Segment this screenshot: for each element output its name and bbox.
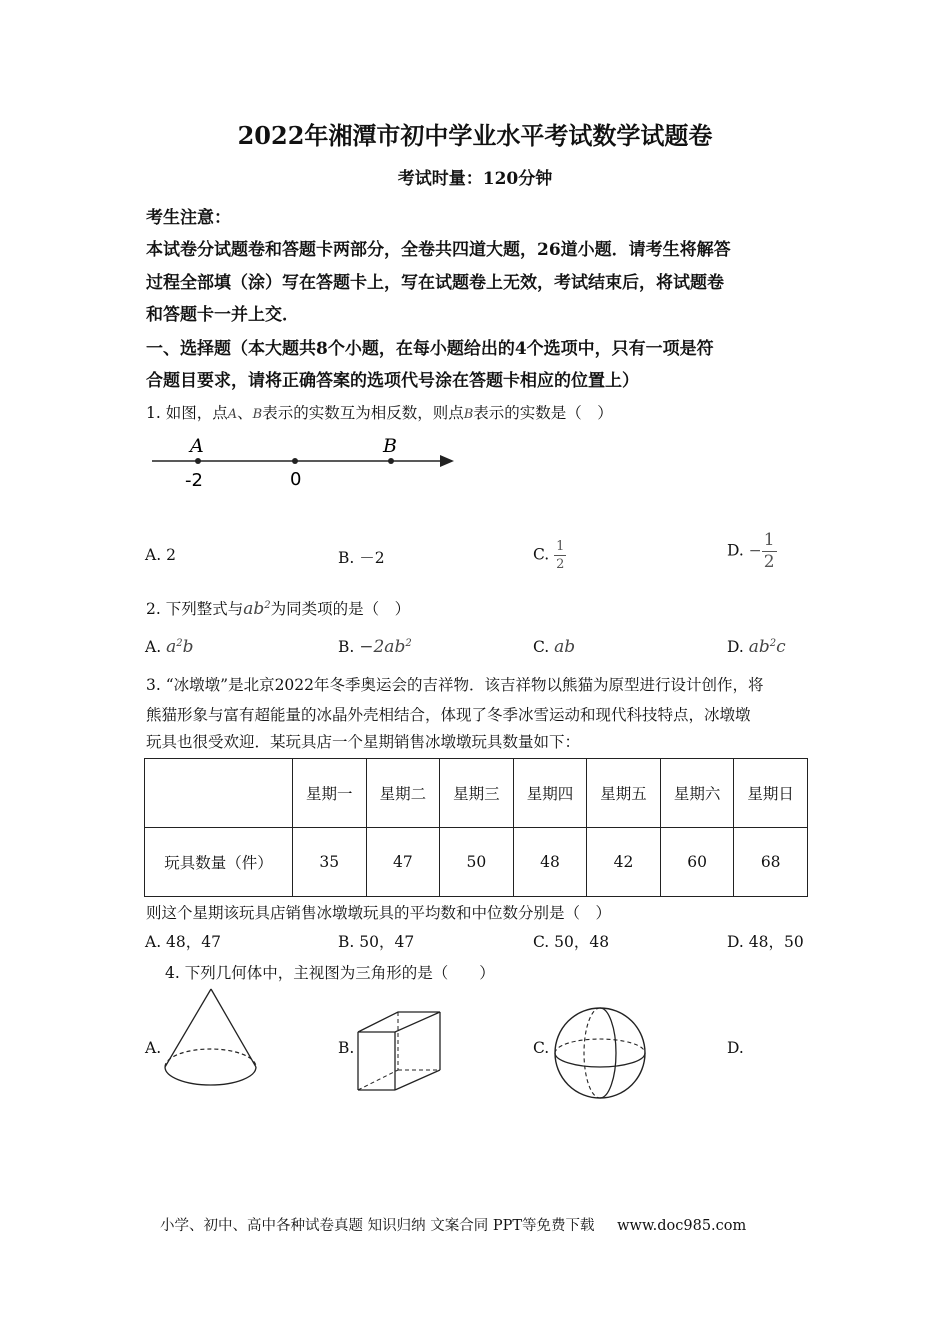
fraction-one-half: $\frac{1}{2}$	[556, 539, 565, 572]
q1-text-mid: 表示的实数互为相反数，则点	[262, 404, 464, 422]
cone-base-back	[165, 1049, 256, 1067]
question-3-line-3: 玩具也很受欢迎．某玩具店一个星期销售冰墩墩玩具数量如下：	[146, 733, 581, 751]
page-title: 2022年湘潭市初中学业水平考试数学试题卷	[237, 121, 713, 150]
question-3-prompt: 则这个星期该玩具店销售冰墩墩玩具的平均数和中位数分别是（ ）	[146, 904, 612, 922]
notice-line-2: 过程全部填（涂）写在答题卡上，写在试题卷上无效，考试结束后，将试题卷	[146, 273, 724, 293]
fraction-negative-one-half: $\frac{1}{2}$	[763, 530, 775, 572]
section-heading-line-2: 合题目要求，请将正确答案的选项代号涂在答题卡相应的位置上）	[146, 371, 639, 391]
question-1-stem	[146, 401, 613, 423]
q2-option-d[interactable]: D. $ab^2c$	[727, 637, 786, 657]
q1-var-b2: B	[463, 407, 474, 422]
sphere-equator-front	[555, 1053, 645, 1067]
q3-option-c[interactable]: C. 50，48	[533, 933, 610, 951]
table-row	[145, 828, 808, 897]
origin-dot	[292, 458, 298, 464]
exam-duration: 考试时量：120分钟	[397, 169, 553, 189]
cone-left-edge	[165, 989, 211, 1067]
section-heading-line-1: 一、选择题（本大题共8个小题，在每小题给出的4个选项中，只有一项是符	[146, 339, 714, 359]
table-cell: 50	[440, 828, 514, 897]
q4-option-d[interactable]: D.	[727, 1039, 744, 1057]
sphere-figure	[552, 1005, 648, 1101]
notice-heading: 考生注意：	[146, 208, 231, 228]
table-header-cell: 星期二	[366, 759, 440, 828]
q4-option-a[interactable]: A.	[145, 1039, 162, 1057]
table-cell: 42	[587, 828, 661, 897]
point-b-dot	[388, 458, 394, 464]
table-header-cell: 星期五	[587, 759, 661, 828]
q1-option-a[interactable]: A. 2	[145, 546, 176, 564]
sphere-meridian-back	[584, 1008, 600, 1098]
point-b-label: B	[383, 435, 397, 457]
table-cell: 68	[734, 828, 808, 897]
notice-line-3: 和答题卡一并上交．	[146, 305, 299, 325]
number-line-arrow-icon	[440, 455, 454, 467]
tick-label-origin: 0	[290, 469, 302, 490]
q4-option-b[interactable]: B.	[338, 1039, 355, 1057]
point-a-label: A	[190, 435, 204, 457]
table-cell: 60	[660, 828, 734, 897]
q1-text-pre: 1. 如图，点	[146, 404, 228, 422]
table-row-label: 玩具数量（件）	[145, 828, 293, 897]
cone-base-front	[165, 1067, 256, 1085]
question-3-line-1: 3. “冰墩墩”是北京2022年冬季奥运会的吉祥物．该吉祥物以熊猫为原型进行设计创作，将	[146, 676, 764, 694]
table-header-cell: 星期日	[734, 759, 808, 828]
prism-top-face	[358, 1012, 440, 1032]
table-cell: 35	[293, 828, 367, 897]
prism-hidden-edge-1	[358, 1070, 398, 1090]
q1-text-post: 表示的实数是（ ）	[473, 404, 613, 422]
q4-option-c[interactable]: C.	[533, 1039, 550, 1057]
notice-line-1: 本试卷分试题卷和答题卡两部分，全卷共四道大题，26道小题．请考生将解答	[146, 240, 731, 260]
q1-sep: 、	[237, 404, 253, 422]
q1-option-c[interactable]: C. $\frac{1}{2}$	[533, 539, 565, 572]
number-line-figure	[140, 430, 470, 500]
prism-bottom-side	[395, 1070, 440, 1090]
q2-option-c[interactable]: C. ab	[533, 637, 576, 657]
sphere-meridian-front	[600, 1008, 616, 1098]
table-corner-cell	[145, 759, 293, 828]
sphere-equator-back	[555, 1039, 645, 1053]
footer-text: 小学、初中、高中各种试卷真题 知识归纳 文案合同 PPT等免费下载	[160, 1218, 595, 1234]
page-footer	[160, 1214, 746, 1235]
q3-option-d[interactable]: D. 48，50	[727, 933, 804, 951]
q1-option-b[interactable]: B. －2	[338, 549, 385, 567]
q3-option-a[interactable]: A. 48，47	[145, 933, 221, 951]
sphere-outline	[555, 1008, 645, 1098]
cone-figure	[160, 985, 260, 1103]
q3-option-b[interactable]: B. 50，47	[338, 933, 415, 951]
q1-var-a: A	[227, 407, 238, 422]
table-header-cell: 星期六	[660, 759, 734, 828]
toy-sales-table	[144, 758, 808, 897]
table-header-row	[145, 759, 808, 828]
question-4-stem: 4. 下列几何体中，主视图为三角形的是（ ）	[165, 964, 495, 982]
table-header-cell: 星期一	[293, 759, 367, 828]
q1-option-d[interactable]: D. − $\frac{1}{2}$	[727, 530, 775, 572]
point-a-dot	[195, 458, 201, 464]
cone-right-edge	[211, 989, 256, 1067]
question-2-stem: 2. 下列整式与$ab^2$为同类项的是（ ）	[146, 599, 411, 619]
q1-var-b: B	[252, 407, 263, 422]
triangular-prism-figure	[352, 1008, 447, 1093]
table-cell: 48	[513, 828, 587, 897]
q2-option-a[interactable]: A. $a^2b$	[145, 637, 194, 657]
table-cell: 47	[366, 828, 440, 897]
table-header-cell: 星期四	[513, 759, 587, 828]
question-3-line-2: 熊猫形象与富有超能量的冰晶外壳相结合，体现了冬季冰雪运动和现代科技特点，冰墩墩	[146, 706, 751, 724]
footer-url[interactable]: www.doc985.com	[617, 1218, 747, 1234]
table-header-cell: 星期三	[440, 759, 514, 828]
tick-label-a: -2	[185, 470, 203, 491]
q2-option-b[interactable]: B. $-2ab^2$	[338, 637, 412, 657]
